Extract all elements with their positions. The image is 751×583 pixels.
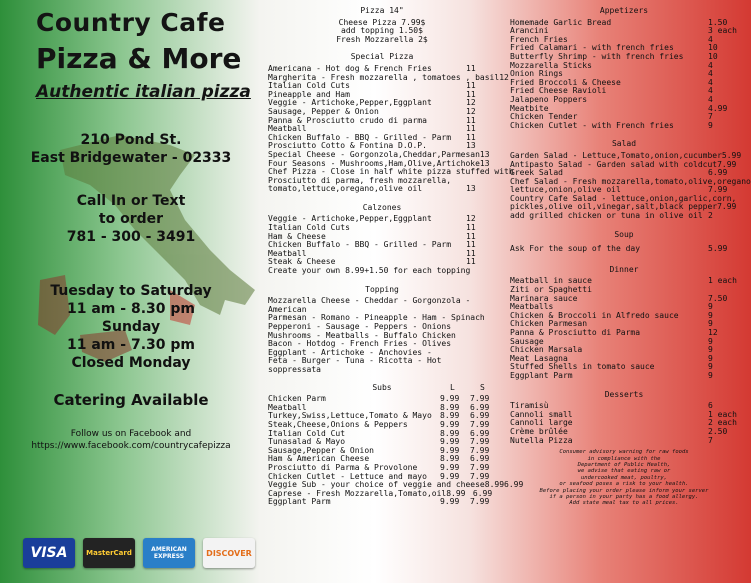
item-price: 4 (708, 60, 713, 70)
item-price: 11 (466, 248, 476, 258)
address-line-2: East Bridgewater - 02333 (30, 150, 232, 166)
consumer-advisory (510, 449, 738, 507)
item-price-large: 8.99 (440, 454, 460, 464)
item-price-large: 8.99 (446, 488, 466, 498)
advisory-line: in compliance with the (587, 455, 661, 462)
item-price: 10 (708, 43, 718, 53)
item-name: Meat Lasagna (510, 353, 568, 363)
special-pizza-row (268, 185, 496, 194)
item-name: lettuce,onion,olive oil (510, 185, 621, 195)
item-name: Prosciutto Cotto & Fontina D.O.P. (268, 141, 427, 151)
item-name: Cannoli large (510, 418, 573, 428)
item-price-large: 9.99 (440, 471, 460, 481)
item-price: 11 (466, 223, 476, 233)
amex-card-icon: AMERICAN EXPRESS (143, 538, 195, 568)
item-name: Sausage,Pepper & Onion (268, 445, 374, 455)
pizza-line: Fresh Mozzarella 2$ (336, 34, 428, 44)
item-name: Eggplant Parm (268, 497, 331, 507)
advisory-line: Add state meal tax to all prices. (569, 500, 679, 507)
item-price-small: 7.99 (470, 497, 490, 507)
item-price (736, 195, 738, 204)
item-price: 9 (708, 120, 713, 130)
item-name: Prosciutto di parma, fresh mozzarella, (268, 175, 452, 185)
follow-text: Follow us on Facebook and (70, 429, 192, 439)
topping-list (268, 297, 496, 374)
item-name: Panna & Prosciutto crudo di parma (268, 115, 427, 125)
item-name: Sausage (510, 336, 544, 346)
item-name: Chef Salad - Fresh mozzarella,tomato,olive,oregano (510, 176, 751, 186)
advisory-line: Consumer advisory warning for raw foods (559, 449, 689, 456)
item-name: add grilled chicken or tuna in olive oil (510, 211, 703, 221)
item-price: 12 (499, 72, 509, 82)
appetizer-row (510, 122, 738, 131)
item-name: Tunasalad & Mayo (268, 437, 346, 447)
item-price-small: 6.99 (472, 488, 493, 498)
subs-col-large: L (450, 382, 455, 392)
item-price: 9 (708, 302, 713, 312)
item-name: Crème brûlée (510, 426, 568, 436)
item-price-large: 9.99 (440, 445, 460, 455)
item-price: 9 (708, 319, 713, 329)
item-name: Eggplant Parm (510, 370, 573, 380)
advisory-line: undercooked meat, poultry, (580, 474, 668, 481)
calzone-row (268, 267, 496, 276)
advisory-line: Department of Public Health, (577, 461, 671, 468)
topping-line: Parmesan - Romano - Pineapple - Ham - Spinach (268, 313, 485, 323)
item-name: Steak & Cheese (268, 257, 336, 267)
item-name: Chicken Buffalo - BBQ - Grilled - Parm (268, 132, 452, 142)
dinner-header: Dinner (609, 264, 639, 274)
item-name: Ham & American Cheese (268, 454, 370, 464)
item-name: Fried Broccoli & Cheese (510, 77, 621, 87)
item-name: Italian Cold Cuts (268, 81, 350, 91)
item-price: 11 (466, 81, 476, 91)
topping-line: Mozzarella Cheese - Cheddar - Gorgonzola - American (268, 296, 471, 314)
item-name: Panna & Prosciutto di Parma (510, 328, 641, 337)
item-name: Four Seasons - Mushrooms,Ham,Olive,Artichoke (268, 158, 480, 168)
item-name: Meatballs (510, 302, 554, 312)
special-pizza-header: Special Pizza (350, 52, 414, 62)
salad-header: Salad (611, 139, 637, 149)
item-name: Pineapple and Ham (268, 89, 350, 99)
item-price: 1 each (708, 409, 737, 419)
item-name: Onion Rings (510, 69, 563, 79)
item-name: Fried Calamari - with french fries (510, 43, 674, 53)
special-pizza-list (268, 63, 514, 194)
item-name: Meatball (268, 402, 307, 412)
item-name: Chef Pizza - Close in half white pizza stuffed with (268, 167, 514, 177)
item-name: Caprese - Fresh Mozzarella,Tomato,oil (268, 488, 447, 498)
subs-title: Subs (372, 382, 392, 392)
item-name: Veggie Sub - your choice of veggie and cheese (268, 480, 485, 490)
item-name: Veggie - Artichoke,Pepper,Eggplant (268, 214, 432, 224)
topping-line: Feta - Burger - Tuna - Ricotta - Hot soppressata (268, 356, 442, 374)
item-name: Ham & Cheese (268, 231, 326, 241)
item-price-large: 8.99 (440, 428, 460, 438)
facebook-link[interactable]: https://www.facebook.com/countrycafepizza (31, 441, 231, 451)
item-name: Arancini (510, 26, 549, 36)
item-price-small: 7.99 (470, 462, 490, 472)
soup-header: Soup (614, 229, 634, 239)
subs-col-small: S (480, 382, 485, 392)
pizza-header: Pizza 14" (360, 6, 404, 15)
pizza-line: add topping 1.50$ (341, 26, 423, 36)
item-price: 7 (708, 435, 713, 445)
topping-line: Bacon - Hotdog - French Fries - Olives (268, 339, 452, 349)
item-price: 10 (708, 51, 718, 61)
hours-sunday-time: 11 am - 7.30 pm (67, 337, 195, 353)
hours-closed: Closed Monday (71, 355, 191, 371)
subs-list (268, 394, 524, 507)
call-line-1: Call In or Text (76, 193, 186, 209)
item-price: 7.99 (708, 185, 728, 195)
hours-sunday: Sunday (101, 319, 161, 335)
item-price: 13 (466, 141, 476, 151)
item-name: Meatball (268, 248, 307, 258)
item-price: 5.99 (708, 244, 728, 254)
item-name: Italian Cold Cut (268, 428, 346, 438)
item-price: 11 (466, 240, 476, 250)
appetizers-header: Appetizers (599, 6, 649, 15)
item-name: Prosciutto di Parma & Provolone (268, 462, 418, 472)
item-price: 6 (708, 401, 713, 411)
item-name: Ziti or Spaghetti (510, 285, 592, 295)
item-name: Meatbite (510, 103, 549, 113)
item-price: 13 (479, 149, 490, 159)
item-price: 9 (708, 345, 713, 355)
item-name: Chicken Cutlet - Lettuce and mayo (268, 471, 427, 481)
item-price: 4 (708, 69, 713, 79)
item-price: 11 (466, 231, 476, 241)
item-price: 2.50 (708, 426, 728, 436)
item-name: Steak,Cheese,Onions & Peppers (268, 419, 408, 429)
sub-row (268, 498, 496, 507)
item-price: 4 (708, 34, 713, 44)
dessert-row (510, 437, 738, 446)
item-name: Antipasto Salad - Garden salad with coldcut (510, 159, 718, 169)
dinner-row (510, 372, 738, 381)
visa-card-icon: VISA (23, 538, 75, 568)
item-name: Veggie - Artichoke,Pepper,Eggplant (268, 98, 432, 108)
item-price: 11 (466, 257, 476, 267)
item-name: Jalapeno Poppers (510, 94, 588, 104)
item-price-small: 7.99 (470, 394, 490, 404)
item-price: 6.99 (708, 168, 728, 178)
item-price-large: 9.99 (440, 419, 460, 429)
item-name: Garden Salad - Lettuce,Tomato,onion,cucumber (510, 150, 722, 160)
topping-line: Eggplant - Artichoke - Anchovies - (268, 347, 432, 357)
item-price: 7 (708, 112, 713, 122)
item-name: Butterfly Shrimp - with french fries (510, 51, 684, 61)
item-price-small: 7.99 (470, 419, 490, 429)
item-price: 3 each (708, 26, 737, 36)
item-price-large: 9.99 (440, 437, 460, 447)
dinner-list (510, 277, 738, 380)
item-price: 11 (466, 124, 476, 134)
subs-header (268, 384, 496, 393)
item-price: 1 each (708, 276, 737, 286)
item-price: 4 (708, 77, 713, 87)
item-price: 5.99 (721, 150, 742, 160)
item-price-large: 9.99 (440, 394, 460, 404)
item-price: 9 (708, 370, 713, 380)
item-price-small: 7.99 (470, 445, 490, 455)
item-name: Meatball in sauce (510, 276, 592, 286)
item-name: Ask For the soup of the day (510, 244, 641, 254)
soup-list (510, 245, 738, 254)
item-name: Margherita - Fresh mozzarella , tomatoes , basil (268, 72, 500, 82)
item-name: tomato,lettuce,oregano,olive oil (268, 184, 423, 194)
item-name: Turkey,Swiss,Lettuce,Tomato & Mayo (268, 411, 432, 421)
desserts-header: Desserts (604, 389, 644, 399)
item-price: 4 (708, 94, 713, 104)
item-price: 12 (466, 106, 476, 116)
topping-header: Topping (365, 284, 399, 294)
item-price-small: 6.99 (504, 480, 524, 490)
item-price: 11 (466, 132, 476, 142)
item-name: Cannoli small (510, 409, 573, 419)
item-price: 7.50 (708, 293, 728, 303)
mastercard-icon: MasterCard (83, 538, 135, 568)
salad-row (510, 212, 738, 221)
item-price: 11 (466, 89, 476, 99)
hours-weekday-time: 11 am - 8.30 pm (67, 301, 195, 317)
catering-note: Catering Available (53, 391, 209, 409)
item-price-large: 8.99 (440, 402, 460, 412)
address-line-1: 210 Pond St. (80, 132, 182, 148)
item-price: 1.50 (708, 17, 728, 27)
item-price-large: 9.99 (440, 497, 460, 507)
soup-row (510, 245, 738, 254)
item-price: 12 (466, 214, 476, 224)
desserts-list (510, 402, 738, 445)
advisory-line: Before placing your order please inform your server (539, 487, 709, 494)
item-name: Marinara sauce (510, 293, 578, 303)
pizza-column (268, 4, 524, 507)
topping-line: Mushrooms - Meatballs - Buffalo Chicken (268, 330, 456, 340)
item-price: 13 (479, 158, 490, 168)
item-price: 9 (708, 353, 713, 363)
item-name: Chicken & Broccoli in Alfredo sauce (510, 310, 679, 320)
item-name: Tiramisù (510, 401, 549, 411)
calzones-header: Calzones (362, 202, 402, 212)
item-name: Meatball (268, 124, 307, 134)
dinner-row (510, 329, 738, 338)
item-name: Special Cheese - Gorgonzola,Cheddar,Parmesan (268, 149, 480, 159)
salad-list (510, 150, 751, 221)
item-name: Chicken Marsala (510, 345, 583, 355)
item-name: Americana - Hot dog & French Fries (268, 63, 432, 73)
item-name: French Fries (510, 34, 568, 44)
info-panel (0, 0, 262, 583)
item-price-large: 9.99 (440, 462, 460, 472)
item-price: 11 (466, 115, 476, 125)
item-price: 11 (466, 63, 476, 73)
item-price-small: 7.99 (470, 437, 490, 447)
appetizers-list (510, 19, 738, 131)
item-price: 2 each (708, 418, 737, 428)
item-name: Stuffed Shells in tomato sauce (510, 362, 655, 372)
item-price-small: 6.99 (470, 454, 490, 464)
item-name: Nutella Pizza (510, 435, 573, 445)
item-name: Sausage, Pepper & Onion (268, 106, 379, 116)
item-name: Mozzarella Sticks (510, 60, 592, 70)
item-name: Chicken Cutlet - with French fries (510, 120, 674, 130)
tagline: Authentic italian pizza (36, 82, 251, 102)
phone-number[interactable]: 781 - 300 - 3491 (66, 229, 196, 245)
item-price-large: 8.99 (484, 480, 505, 490)
item-price: 4 (708, 86, 713, 96)
discover-card-icon: DISCOVER (203, 538, 255, 568)
item-price: 13 (466, 184, 476, 194)
item-price-small: 6.99 (470, 402, 490, 412)
sides-column (510, 4, 751, 507)
item-price: 12 (708, 328, 718, 337)
item-price: 7.99 (717, 159, 737, 169)
item-price-small: 6.99 (470, 428, 490, 438)
item-name: Greek Salad (510, 168, 563, 178)
item-price-small: 7.99 (470, 471, 490, 481)
item-name: Chicken Parm (268, 394, 326, 404)
item-name: Chicken Tender (510, 112, 578, 122)
item-name: Fried Cheese Ravioli (510, 86, 607, 96)
item-name: pickles,olive oil,vinegar,salt,black pepper (510, 202, 718, 212)
item-name: Chicken Parmesan (510, 319, 588, 329)
topping-line: Pepperoni - Sausage - Peppers - Onions (268, 322, 452, 331)
item-price: 2 (708, 211, 713, 221)
item-price: 7.99 (717, 202, 737, 212)
item-price: 9 (708, 362, 713, 372)
hours-days: Tuesday to Saturday (50, 283, 212, 299)
call-line-2: to order (98, 211, 164, 227)
pizza-line: Cheese Pizza 7.99$ (338, 17, 426, 27)
item-price: 9 (708, 336, 713, 346)
advisory-line: or seafood poses a risk to your health. (559, 481, 689, 488)
item-price: 12 (466, 98, 476, 108)
item-name: Chicken Buffalo - BBQ - Grilled - Parm (268, 240, 452, 250)
advisory-line: if a person in your party has a food allergy. (549, 493, 699, 500)
item-price (470, 267, 496, 276)
item-name: Country Cafe Salad - lettuce,onion,garlic,corn, (510, 193, 737, 203)
item-price-large: 8.99 (440, 411, 460, 421)
item-price: 9 (708, 310, 713, 320)
item-price-small: 6.99 (470, 411, 490, 421)
restaurant-name: Country Cafe (36, 8, 226, 37)
item-name: Create your own 8.99+1.50 for each topping (268, 266, 471, 276)
item-price: 4.99 (708, 103, 728, 113)
item-name: Italian Cold Cuts (268, 223, 350, 233)
calzones-list (268, 215, 496, 275)
restaurant-subtitle: Pizza & More (36, 42, 242, 75)
advisory-line: we advise that eating raw or (577, 468, 671, 475)
item-name: Homemade Garlic Bread (510, 17, 612, 27)
